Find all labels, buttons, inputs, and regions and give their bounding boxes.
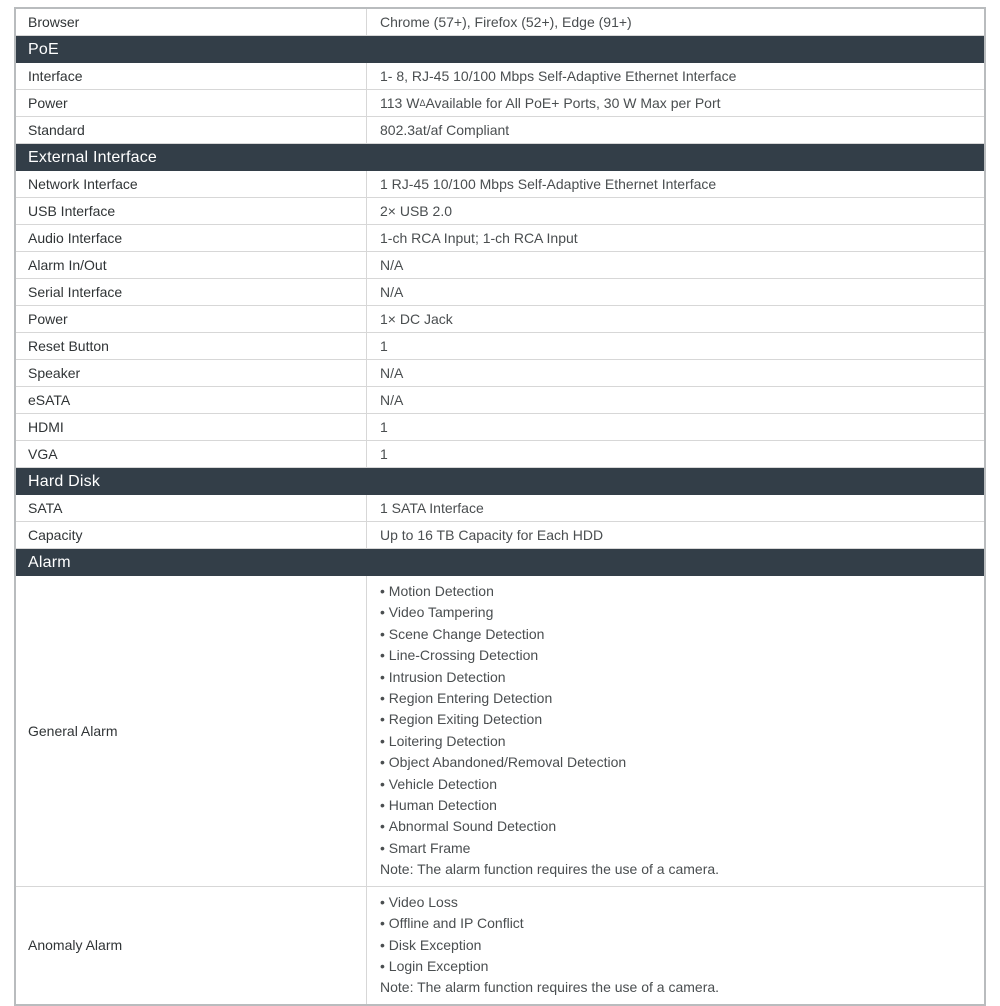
table-row-browser (16, 9, 984, 36)
spec-value: N/A (380, 257, 404, 273)
note-text: Note: The alarm function requires the use of a camera. (380, 861, 720, 878)
spec-value: 1 RJ-45 10/100 Mbps Self-Adaptive Ethernet Interface (380, 176, 717, 192)
spec-label: eSATA (16, 387, 367, 413)
spec-value: N/A (380, 284, 404, 300)
section-header-hard-disk: Hard Disk (16, 468, 984, 495)
table-row-alarm-in-out (16, 252, 984, 279)
spec-value: 2× USB 2.0 (380, 203, 452, 219)
spec-value (367, 576, 984, 886)
spec-label: HDMI (16, 414, 367, 440)
table-row-capacity (16, 522, 984, 549)
bullet-item: • Smart Frame (380, 838, 984, 859)
table-row-poe-standard (16, 117, 984, 144)
spec-label: Capacity (16, 522, 367, 548)
section-header-alarm: Alarm (16, 549, 984, 576)
spec-value: 1× DC Jack (380, 311, 453, 327)
spec-value: 802.3at/af Compliant (380, 122, 510, 138)
bullet-item: • Intrusion Detection (380, 667, 984, 688)
bullet-item: • Video Tampering (380, 602, 984, 623)
table-row-power (16, 306, 984, 333)
value-text: 113 W (380, 95, 420, 111)
spec-label: Power (16, 90, 367, 116)
bullet-item: • Human Detection (380, 795, 984, 816)
table-row-sata (16, 495, 984, 522)
table-row-esata (16, 387, 984, 414)
bullet-item: • Motion Detection (380, 581, 984, 602)
bullet-item: • Video Loss (380, 892, 984, 913)
table-row-serial-interface (16, 279, 984, 306)
bullet-item: • Offline and IP Conflict (380, 913, 984, 934)
bullet-item: • Abnormal Sound Detection (380, 816, 984, 837)
table-row-usb-interface (16, 198, 984, 225)
table-row-audio-interface (16, 225, 984, 252)
spec-label: Standard (16, 117, 367, 143)
spec-value: 1-ch RCA Input; 1-ch RCA Input (380, 230, 578, 246)
spec-value: 1 (380, 338, 388, 354)
spec-value: 1- 8, RJ-45 10/100 Mbps Self-Adaptive Ethernet Interface (380, 68, 737, 84)
bullet-item: • Loitering Detection (380, 731, 984, 752)
spec-label: Anomaly Alarm (16, 887, 367, 1004)
bullet-item: • Region Exiting Detection (380, 709, 984, 730)
spec-value (367, 887, 984, 1004)
spec-value: 113 W Δ Available for All PoE+ Ports, 30 W Max per Port (380, 95, 721, 111)
spec-value: Up to 16 TB Capacity for Each HDD (380, 527, 604, 543)
table-row-network-interface (16, 171, 984, 198)
spec-label: Audio Interface (16, 225, 367, 251)
bullet-item: • Object Abandoned/Removal Detection (380, 752, 984, 773)
spec-table (14, 7, 986, 1006)
table-row-vga (16, 441, 984, 468)
table-row-anomaly-alarm (16, 887, 984, 1004)
bullet-item: • Vehicle Detection (380, 774, 984, 795)
spec-label: Power (16, 306, 367, 332)
bullet-item: • Region Entering Detection (380, 688, 984, 709)
table-row-hdmi (16, 414, 984, 441)
spec-label: Speaker (16, 360, 367, 386)
table-row-general-alarm (16, 576, 984, 887)
spec-label: Interface (16, 63, 367, 89)
table-row-speaker (16, 360, 984, 387)
note-text: Note: The alarm function requires the use of a camera. (380, 979, 720, 996)
section-header-external-interface: External Interface (16, 144, 984, 171)
bullet-item: • Line-Crossing Detection (380, 645, 984, 666)
spec-label: Alarm In/Out (16, 252, 367, 278)
bullet-item: • Login Exception (380, 956, 984, 977)
spec-value: 1 (380, 446, 388, 462)
spec-value: Chrome (57+), Firefox (52+), Edge (91+) (380, 14, 632, 30)
spec-label: USB Interface (16, 198, 367, 224)
spec-value: 1 SATA Interface (380, 500, 484, 516)
table-row-poe-interface (16, 63, 984, 90)
value-text: Available for All PoE+ Ports, 30 W Max per Port (425, 95, 721, 111)
spec-label: VGA (16, 441, 367, 467)
bullet-item: • Disk Exception (380, 935, 984, 956)
spec-value: N/A (380, 392, 404, 408)
table-row-poe-power (16, 90, 984, 117)
spec-value: N/A (380, 365, 404, 381)
spec-label: SATA (16, 495, 367, 521)
spec-label: Network Interface (16, 171, 367, 197)
table-row-reset-button (16, 333, 984, 360)
spec-label: Browser (16, 9, 367, 35)
spec-label: General Alarm (16, 576, 367, 886)
spec-label: Serial Interface (16, 279, 367, 305)
section-header-poe: PoE (16, 36, 984, 63)
spec-label: Reset Button (16, 333, 367, 359)
spec-value: 1 (380, 419, 388, 435)
bullet-item: • Scene Change Detection (380, 624, 984, 645)
